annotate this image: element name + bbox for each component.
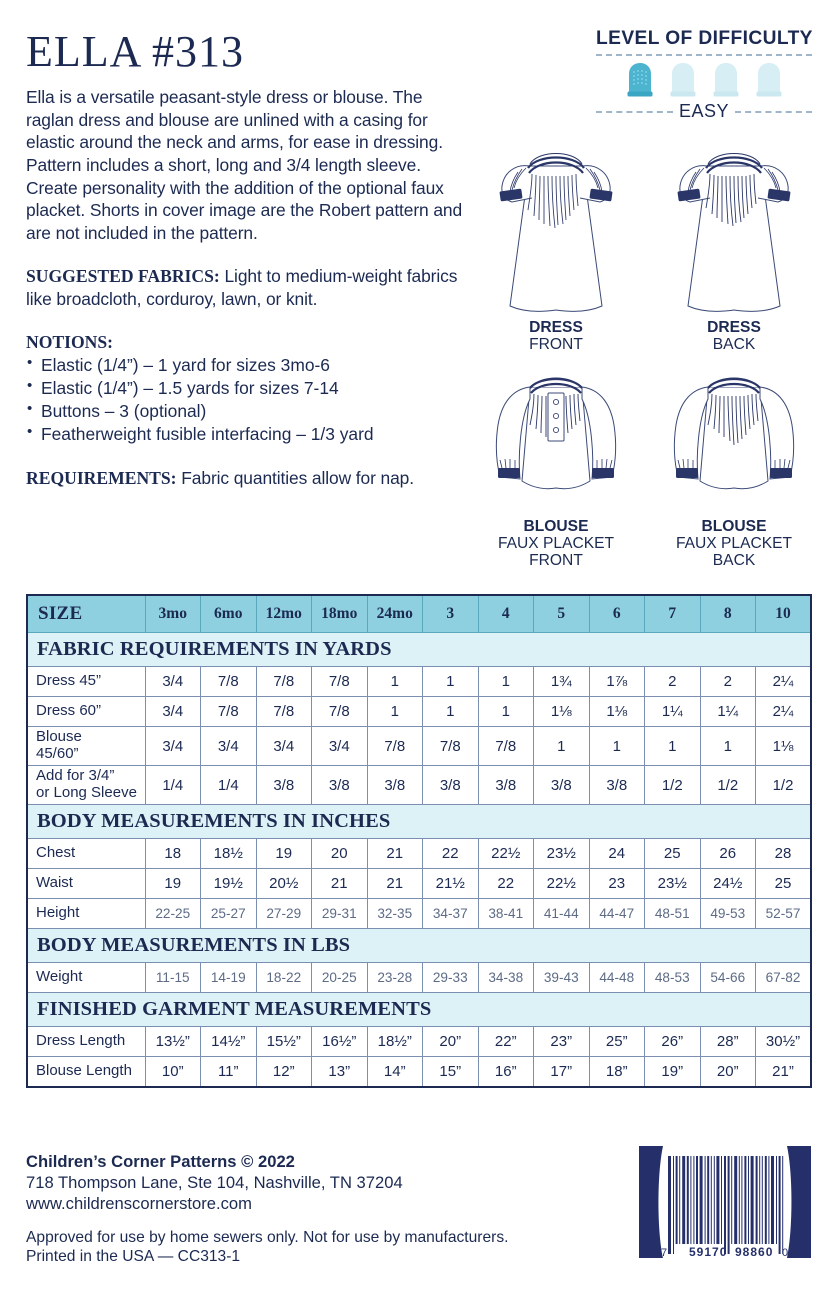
company-name: Children’s Corner Patterns © 2022 (26, 1152, 295, 1171)
difficulty-level-label: EASY (678, 101, 730, 121)
table-row-label: Dress 45” (27, 667, 145, 697)
company-address: 718 Thompson Lane, Ste 104, Nashville, TN 37204 (26, 1172, 403, 1192)
table-cell: 22½ (478, 839, 534, 869)
table-cell: 1/2 (756, 766, 812, 805)
table-cell: 20” (423, 1027, 479, 1057)
table-cell: 22 (423, 839, 479, 869)
table-cell: 21 (367, 839, 423, 869)
table-cell: 22½ (534, 869, 590, 899)
table-cell: 20 (312, 839, 368, 869)
table-row (27, 1027, 811, 1057)
table-row (27, 869, 811, 899)
table-cell: 7/8 (423, 727, 479, 766)
blouse-front-caption (472, 519, 640, 569)
table-cell: 1¼ (700, 697, 756, 727)
table-cell: 10” (145, 1057, 201, 1088)
divider-dashed-top (596, 54, 812, 56)
table-cell: 49-53 (700, 899, 756, 929)
garment-blouse-front (472, 361, 640, 569)
table-row (27, 963, 811, 993)
requirements-paragraph (26, 467, 468, 490)
table-header-row (27, 595, 811, 633)
thimble-row (596, 61, 812, 97)
difficulty-meter (596, 28, 812, 122)
suggested-fabrics-text: Light to medium-weight fabrics like broadcloth, corduroy, lawn, or knit. (26, 266, 458, 310)
dress-front-caption (472, 320, 640, 353)
table-row-label: Blouse Length (27, 1057, 145, 1088)
table-cell: 25” (589, 1027, 645, 1057)
table-cell: 22 (478, 869, 534, 899)
barcode (637, 1144, 813, 1262)
dress-back-caption-main: DRESS (707, 319, 761, 336)
pattern-description: Ella is a versatile peasant-style dress or blouse. The raglan dress and blouse are unlined with a casing for elastic around the neck and arms, for ease in dressing. Pattern includes a short, long and 3/4 length sleeve. Create personality with the addition of the optional faux placket. Shorts in cover image are the Robert pattern and are not included in the pattern. (26, 87, 463, 243)
dress-front-illustration (472, 128, 640, 318)
table-cell: 38-41 (478, 899, 534, 929)
table-cell: 67-82 (756, 963, 812, 993)
table-row (27, 766, 811, 805)
table-cell: 19” (645, 1057, 701, 1088)
table-row-label: Chest (27, 839, 145, 869)
table-cell: 18½” (367, 1027, 423, 1057)
table-row-label: Blouse 45/60” (27, 727, 145, 766)
size-chart-table (26, 594, 812, 1088)
table-section-row (27, 929, 811, 963)
table-row (27, 839, 811, 869)
table-cell: 21½ (423, 869, 479, 899)
size-chart-body (27, 595, 811, 1087)
table-cell: 25 (756, 869, 812, 899)
table-cell: 14½” (201, 1027, 257, 1057)
table-cell: 1 (534, 727, 590, 766)
table-cell: 23½ (645, 869, 701, 899)
garment-blouse-back (650, 361, 818, 569)
table-cell: 1 (423, 667, 479, 697)
table-cell: 18” (589, 1057, 645, 1088)
table-cell: 1/4 (145, 766, 201, 805)
table-row-label: Add for 3/4” or Long Sleeve (27, 766, 145, 805)
table-cell: 21 (367, 869, 423, 899)
thimble-icon-empty (752, 62, 786, 97)
requirements-text: Fabric quantities allow for nap. (176, 467, 414, 488)
legal-line-1: Approved for use by home sewers only. Not for use by manufacturers. (26, 1228, 509, 1246)
table-row-label: Height (27, 899, 145, 929)
suggested-fabrics-label: SUGGESTED FABRICS: (26, 266, 220, 287)
size-column-header: 5 (534, 595, 590, 633)
table-cell: 1/2 (645, 766, 701, 805)
table-cell: 18½ (201, 839, 257, 869)
notions-item: • Featherweight fusible interfacing – 1/3 yard (26, 423, 468, 446)
table-cell: 18 (145, 839, 201, 869)
notions-label: NOTIONS: (26, 331, 114, 352)
table-cell: 1⅞ (589, 667, 645, 697)
table-cell: 1/2 (700, 766, 756, 805)
size-column-header: 3 (423, 595, 479, 633)
size-column-header: 4 (478, 595, 534, 633)
table-cell: 3/8 (367, 766, 423, 805)
dress-front-caption-sub: FRONT (529, 335, 583, 353)
table-cell: 22-25 (145, 899, 201, 929)
table-cell: 12” (256, 1057, 312, 1088)
table-cell: 1/4 (201, 766, 257, 805)
table-cell: 2¼ (756, 667, 812, 697)
notions-block (26, 332, 468, 446)
blouse-front-caption-sub2: FRONT (529, 551, 583, 569)
barcode-group-2: 98860 (735, 1245, 774, 1259)
table-cell: 1 (645, 727, 701, 766)
table-cell: 1⅛ (534, 697, 590, 727)
table-cell: 1 (478, 697, 534, 727)
blouse-back-caption-sub1: FAUX PLACKET (675, 535, 793, 553)
table-cell: 3/8 (589, 766, 645, 805)
table-cell: 24 (589, 839, 645, 869)
garment-dress-front (472, 128, 640, 353)
table-cell: 3/8 (256, 766, 312, 805)
notions-list (26, 354, 468, 446)
size-column-header: 3mo (145, 595, 201, 633)
dress-back-caption (650, 320, 818, 353)
size-column-header: 7 (645, 595, 701, 633)
garment-illustrations (472, 128, 818, 569)
table-cell: 28” (700, 1027, 756, 1057)
table-cell: 7/8 (367, 727, 423, 766)
table-cell: 3/4 (145, 727, 201, 766)
table-cell: 19 (256, 839, 312, 869)
table-cell: 3/4 (145, 667, 201, 697)
table-cell: 13½” (145, 1027, 201, 1057)
table-cell: 1⅛ (756, 727, 812, 766)
table-row-label: Dress Length (27, 1027, 145, 1057)
table-cell: 7/8 (256, 697, 312, 727)
dress-front-caption-main: DRESS (529, 319, 583, 336)
table-row (27, 667, 811, 697)
table-cell: 48-53 (645, 963, 701, 993)
requirements-block (26, 467, 468, 490)
table-cell: 3/8 (534, 766, 590, 805)
table-cell: 25-27 (201, 899, 257, 929)
table-cell: 1 (423, 697, 479, 727)
blouse-back-illustration (650, 361, 818, 517)
table-cell: 48-51 (645, 899, 701, 929)
table-section-heading: FABRIC REQUIREMENTS IN YARDS (27, 633, 811, 667)
suggested-fabrics-block (26, 265, 468, 310)
table-section-heading: BODY MEASUREMENTS IN LBS (27, 929, 811, 963)
table-cell: 18-22 (256, 963, 312, 993)
table-cell: 2¼ (756, 697, 812, 727)
size-column-header: 10 (756, 595, 812, 633)
table-cell: 1¾ (534, 667, 590, 697)
table-cell: 11” (201, 1057, 257, 1088)
table-cell: 25 (645, 839, 701, 869)
notions-item: • Buttons – 3 (optional) (26, 400, 468, 423)
table-cell: 19 (145, 869, 201, 899)
dress-back-illustration (650, 128, 818, 318)
table-cell: 15½” (256, 1027, 312, 1057)
blouse-front-caption-main: BLOUSE (523, 518, 589, 536)
table-cell: 3/4 (312, 727, 368, 766)
table-cell: 17” (534, 1057, 590, 1088)
page-title: ELLA #313 (26, 27, 244, 76)
table-row-label: Dress 60” (27, 697, 145, 727)
table-section-row (27, 805, 811, 839)
table-cell: 1 (589, 727, 645, 766)
requirements-label: REQUIREMENTS: (26, 467, 177, 488)
divider-dashed-right (735, 111, 812, 113)
barcode-graphic (637, 1144, 813, 1262)
description-column (26, 86, 468, 490)
table-section-row (27, 993, 811, 1027)
size-column-header: 24mo (367, 595, 423, 633)
table-cell: 3/8 (312, 766, 368, 805)
table-cell: 20” (700, 1057, 756, 1088)
table-cell: 11-15 (145, 963, 201, 993)
table-cell: 7/8 (201, 697, 257, 727)
garment-row-blouse (472, 361, 818, 569)
company-website[interactable]: www.childrenscornerstore.com (26, 1193, 252, 1213)
size-header-label: SIZE (27, 595, 145, 633)
table-cell: 44-47 (589, 899, 645, 929)
table-cell: 39-43 (534, 963, 590, 993)
thimble-icon-filled (623, 62, 657, 97)
garment-row-dress (472, 128, 818, 353)
table-cell: 7/8 (256, 667, 312, 697)
table-cell: 52-57 (756, 899, 812, 929)
table-cell: 22” (478, 1027, 534, 1057)
table-cell: 3/4 (145, 697, 201, 727)
table-row-label: Weight (27, 963, 145, 993)
table-cell: 54-66 (700, 963, 756, 993)
legal-notice (26, 1228, 626, 1267)
table-row (27, 899, 811, 929)
table-row (27, 697, 811, 727)
table-cell: 28 (756, 839, 812, 869)
size-column-header: 6mo (201, 595, 257, 633)
size-column-header: 6 (589, 595, 645, 633)
table-cell: 44-48 (589, 963, 645, 993)
table-cell: 30½” (756, 1027, 812, 1057)
table-cell: 1¼ (645, 697, 701, 727)
garment-dress-back (650, 128, 818, 353)
blouse-back-caption-sub2: BACK (712, 551, 756, 569)
dress-back-caption-sub: BACK (712, 335, 756, 353)
table-cell: 26 (700, 839, 756, 869)
blouse-front-caption-sub1: FAUX PLACKET (497, 535, 615, 553)
table-cell: 29-33 (423, 963, 479, 993)
blouse-front-illustration (472, 361, 640, 517)
table-cell: 26” (645, 1027, 701, 1057)
table-section-heading: BODY MEASUREMENTS IN INCHES (27, 805, 811, 839)
table-cell: 7/8 (201, 667, 257, 697)
table-cell: 27-29 (256, 899, 312, 929)
table-cell: 2 (645, 667, 701, 697)
size-column-header: 18mo (312, 595, 368, 633)
barcode-group-1: 59170 (689, 1245, 728, 1259)
table-cell: 1 (478, 667, 534, 697)
footer (26, 1152, 626, 1266)
table-cell: 21” (756, 1057, 812, 1088)
table-cell: 3/8 (423, 766, 479, 805)
thimble-icon-empty (666, 62, 700, 97)
table-cell: 34-38 (478, 963, 534, 993)
table-cell: 15” (423, 1057, 479, 1088)
table-cell: 7/8 (312, 667, 368, 697)
table-cell: 29-31 (312, 899, 368, 929)
table-cell: 1 (367, 697, 423, 727)
thimble-icon-empty (709, 62, 743, 97)
table-row-label: Waist (27, 869, 145, 899)
table-cell: 23½ (534, 839, 590, 869)
table-cell: 7/8 (478, 727, 534, 766)
table-cell: 20-25 (312, 963, 368, 993)
table-cell: 41-44 (534, 899, 590, 929)
table-row (27, 727, 811, 766)
table-cell: 19½ (201, 869, 257, 899)
table-cell: 34-37 (423, 899, 479, 929)
divider-dashed-left (596, 111, 673, 113)
table-cell: 7/8 (312, 697, 368, 727)
blouse-back-caption (650, 519, 818, 569)
notions-item: • Elastic (1/4”) – 1.5 yards for sizes 7-14 (26, 377, 468, 400)
table-cell: 24½ (700, 869, 756, 899)
table-cell: 21 (312, 869, 368, 899)
table-cell: 14” (367, 1057, 423, 1088)
suggested-fabrics-paragraph (26, 265, 468, 310)
barcode-right-digit: 0 (782, 1247, 789, 1259)
table-row (27, 1057, 811, 1088)
table-cell: 23-28 (367, 963, 423, 993)
size-column-header: 12mo (256, 595, 312, 633)
blouse-back-caption-main: BLOUSE (701, 518, 767, 536)
barcode-left-digit: 7 (661, 1247, 668, 1259)
table-cell: 32-35 (367, 899, 423, 929)
table-cell: 3/4 (256, 727, 312, 766)
table-cell: 20½ (256, 869, 312, 899)
table-cell: 1⅛ (589, 697, 645, 727)
size-column-header: 8 (700, 595, 756, 633)
table-cell: 1 (367, 667, 423, 697)
table-cell: 23 (589, 869, 645, 899)
difficulty-title: LEVEL OF DIFFICULTY (596, 28, 813, 49)
legal-line-2: Printed in the USA — CC313-1 (26, 1248, 241, 1266)
table-cell: 14-19 (201, 963, 257, 993)
table-section-row (27, 633, 811, 667)
table-cell: 2 (700, 667, 756, 697)
notions-item: • Elastic (1/4”) – 1 yard for sizes 3mo-6 (26, 354, 468, 377)
table-cell: 13” (312, 1057, 368, 1088)
table-cell: 23” (534, 1027, 590, 1057)
table-cell: 3/4 (201, 727, 257, 766)
table-cell: 3/8 (478, 766, 534, 805)
table-cell: 16½” (312, 1027, 368, 1057)
table-cell: 16” (478, 1057, 534, 1088)
table-cell: 1 (700, 727, 756, 766)
table-section-heading: FINISHED GARMENT MEASUREMENTS (27, 993, 811, 1027)
difficulty-level-line (596, 101, 812, 122)
